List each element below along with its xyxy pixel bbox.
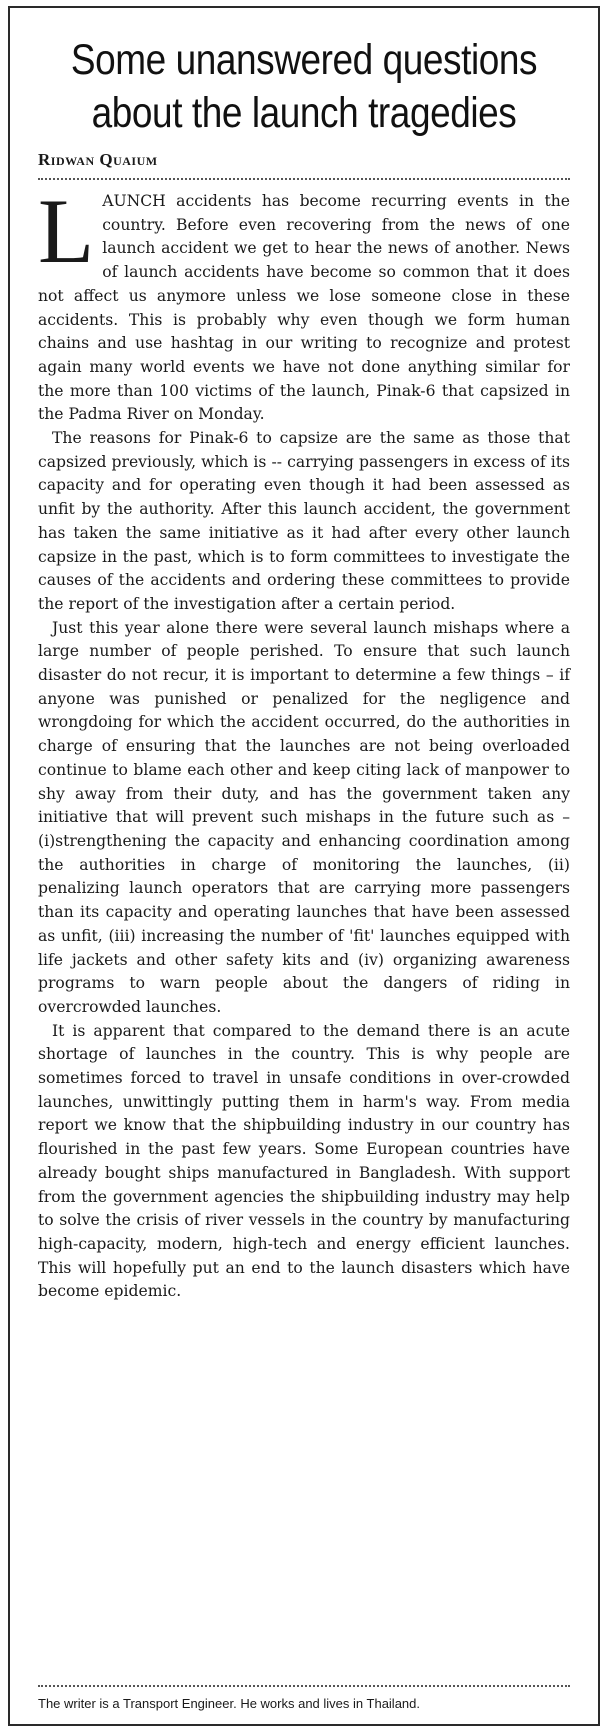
- bottom-dotted-divider: [38, 1685, 570, 1687]
- byline: Ridwan Quaium: [38, 150, 158, 169]
- paragraph-1: [38, 180, 570, 427]
- article-body: [38, 180, 570, 1304]
- paragraph-1-text: AUNCH accidents has become recurring events in the country. Before even recovering from the news of one launch accident we get to hear the news of another. News of launch accidents have become so common that it does not affect us anymore unless we lose someone close in these accidents. This is probably why even though we form human chains and use hashtag in our writing to recognize and protest again many world events we have not done anything similar for the more than 100 victims of the launch, Pinak-6 that capsized in the Padma River on Monday.: [38, 192, 570, 424]
- paragraph-3: Just this year alone there were several launch mishaps where a large number of people perished. To ensure that such launch disaster do not recur, it is important to determine a few things – if anyone was punished or penalized for the negligence and wrongdoing for which the accident occurred, do the authorities in charge of ensuring that the launches are not being overloaded continue to blame each other and keep citing lack of manpower to shy away from their duty, and has the government taken any initiative that will prevent such mishaps in the future such as – (i)strengthening the capacity and enhancing coordination among the authorities in charge of monitoring the launches, (ii) penalizing launch operators that are carrying more passengers than its capacity and operating launches that have been assessed as unfit, (iii) increasing the number of 'fit' launches equipped with life jackets and other safety kits and (iv) organizing awareness programs to warn people about the dangers of riding in overcrowded launches.: [38, 618, 570, 1016]
- paragraph-2: The reasons for Pinak-6 to capsize are the same as those that capsized previously, which is -- carrying passengers in excess of its capacity and for operating even though it had been assessed as unfit by the authority. After this launch accident, the government has taken the same initiative as it had after every other launch capsize in the past, which is to form committees to investigate the causes of the accidents and ordering these committees to provide the report of the investigation after a certain period.: [38, 429, 570, 613]
- author-note: The writer is a Transport Engineer. He works and lives in Thailand.: [38, 1696, 420, 1711]
- headline: [51, 8, 557, 140]
- drop-cap: L: [38, 180, 95, 282]
- top-dotted-divider: [38, 178, 570, 180]
- article-frame: [8, 6, 600, 1726]
- headline-line-2: about the launch tragedies: [91, 89, 517, 137]
- paragraph-4: It is apparent that compared to the demand there is an acute shortage of launches in the country. This is why people are sometimes forced to travel in unsafe conditions in over-crowded launches, unwittingly putting them in harm's way. From media report we know that the shipbuilding industry in our country has flourished in the past few years. Some European countries have already bought ships manufactured in Bangladesh. With support from the government agencies the shipbuilding industry may help to solve the crisis of river vessels in the country by manufacturing high-capacity, modern, high-tech and energy efficient launches. This will hopefully put an end to the launch disasters which have become epidemic.: [38, 1021, 570, 1301]
- headline-line-1: Some unanswered questions: [70, 36, 538, 84]
